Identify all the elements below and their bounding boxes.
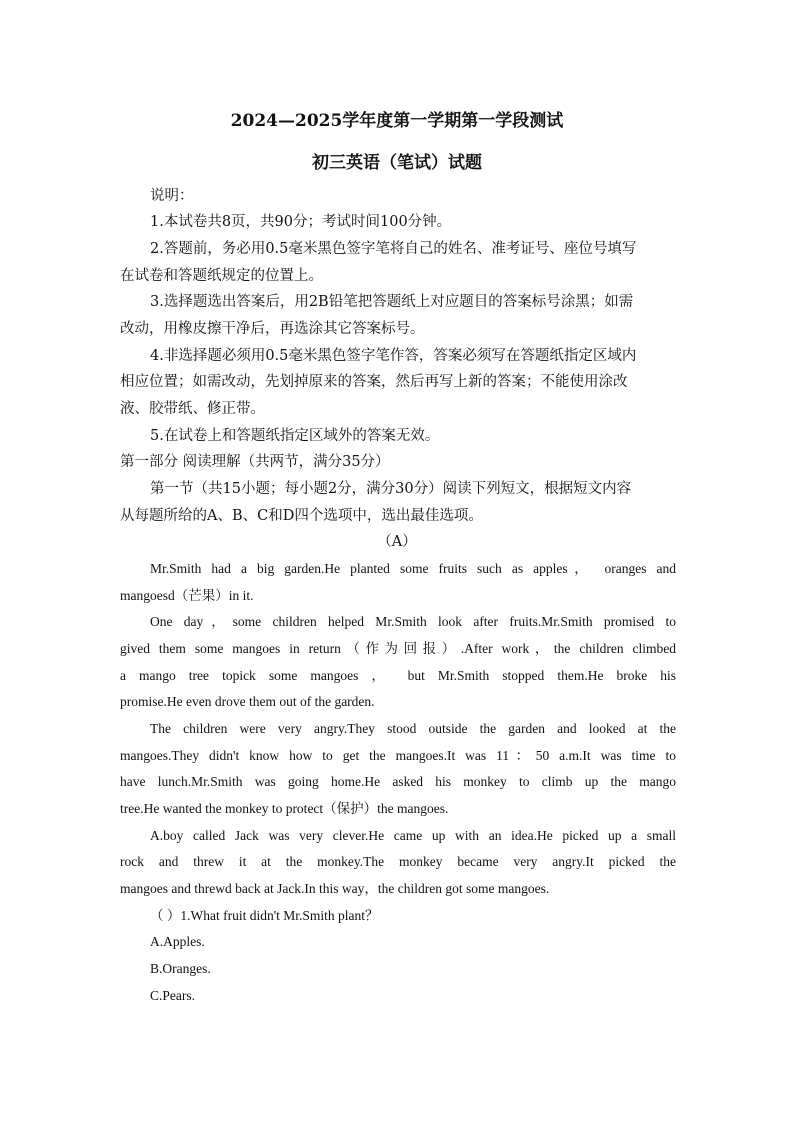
section-1-intro-line-2: 从每题所给的A、B、C和D四个选项中，选出最佳选项。 xyxy=(120,508,483,524)
passage-line: mangoes.They didn't know how to get the mangoes.It was 11：50 a.m.It was time to xyxy=(120,748,676,763)
instruction-1: 1.本试卷共8页，共90分；考试时间100分钟。 xyxy=(150,214,452,230)
option-a: A.Apples. xyxy=(150,934,205,949)
passage-line: A.boy called Jack was very clever.He came up with an idea.He picked up a small xyxy=(150,828,676,843)
instruction-3-line-1: 3.选择题选出答案后，用2B铅笔把答题纸上对应题目的答案标号涂黑；如需 xyxy=(150,294,634,310)
instruction-4-line-2: 相应位置；如需改动，先划掉原来的答案，然后再写上新的答案；不能使用涂改 xyxy=(120,374,628,390)
passage-a-label: （A） xyxy=(377,534,417,550)
instructions-heading: 说明： xyxy=(150,188,194,204)
instruction-2-line-1: 2.答题前，务必用0.5毫米黑色签字笔将自己的姓名、准考证号、座位号填写 xyxy=(150,241,637,257)
answer-blank[interactable]: （ ） xyxy=(150,908,181,923)
question-1 xyxy=(150,906,676,926)
passage-line: have lunch.Mr.Smith was going home.He asked his monkey to climb up the mango xyxy=(120,774,676,789)
part-1-heading: 第一部分 阅读理解（共两节，满分35分） xyxy=(120,454,390,470)
passage-line: mangoes and threwd back at Jack.In this way，the children got some mangoes. xyxy=(120,881,550,896)
passage-line: tree.He wanted the monkey to protect（保护）the mangoes. xyxy=(120,801,449,816)
instruction-4-line-1: 4.非选择题必须用0.5毫米黑色签字笔作答，答案必须写在答题纸指定区域内 xyxy=(150,348,637,364)
instruction-4-line-3: 液、胶带纸、修正带。 xyxy=(120,401,265,417)
passage-line: The children were very angry.They stood outside the garden and looked at the xyxy=(150,721,676,736)
exam-subtitle: 初三英语（笔试）试题 xyxy=(312,153,482,173)
instruction-3-line-2: 改动，用橡皮擦干净后，再选涂其它答案标号。 xyxy=(120,321,425,337)
passage-line: a mango tree topick some mangoes ， but Mr.Smith stopped them.He broke his xyxy=(120,668,676,683)
passage-line: promise.He even drove them out of the garden. xyxy=(120,694,375,709)
option-b: B.Oranges. xyxy=(150,961,211,976)
passage-line: One day，some children helped Mr.Smith look after fruits.Mr.Smith promised to xyxy=(150,614,676,629)
passage-line: mangoesd（芒果）in it. xyxy=(120,588,254,603)
option-c: C.Pears. xyxy=(150,988,195,1003)
question-1-text: 1.What fruit didn't Mr.Smith plant？ xyxy=(180,908,379,923)
passage-line: gived them some mangoes in return（作为回报）.After work，the children climbed xyxy=(120,641,676,656)
passage-line: Mr.Smith had a big garden.He planted some fruits such as apples， oranges and xyxy=(150,561,676,576)
section-1-intro-line-1: 第一节（共15小题；每小题2分，满分30分）阅读下列短文，根据短文内容 xyxy=(150,481,632,497)
passage-line: rock and threw it at the monkey.The monkey became very angry.It picked the xyxy=(120,854,676,869)
instruction-2-line-2: 在试卷和答题纸规定的位置上。 xyxy=(120,268,323,284)
instruction-5: 5.在试卷上和答题纸指定区域外的答案无效。 xyxy=(150,428,440,444)
exam-title: 2024—2025学年度第一学期第一学段测试 xyxy=(230,111,564,131)
